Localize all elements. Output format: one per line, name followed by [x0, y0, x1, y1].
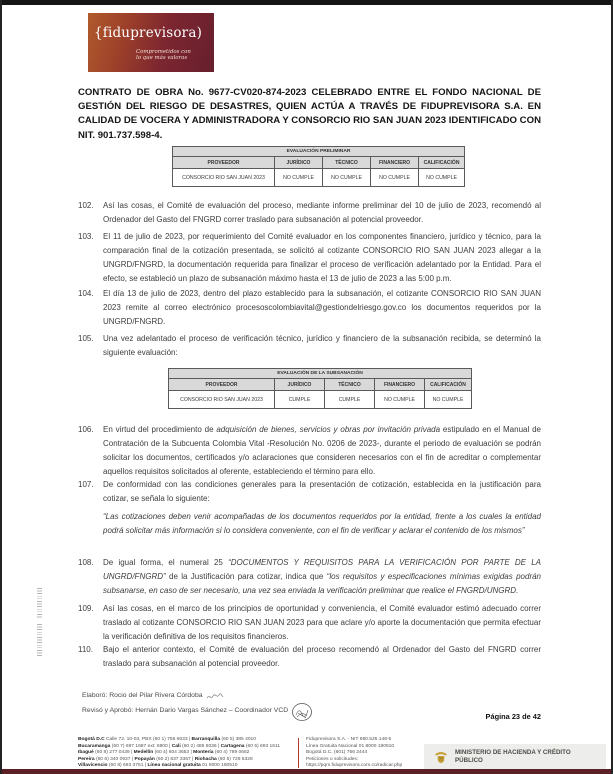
logo-tagline [136, 49, 191, 62]
ministry-label: MINISTERIO DE HACIENDA Y CRÉDITO PÚBLICO [455, 749, 571, 764]
paragraph-110 [78, 643, 541, 671]
text-segment: Medellín [133, 750, 154, 756]
paragraph-number: 105. [78, 334, 94, 343]
text-segment: Villavicencio [78, 763, 108, 769]
elaboro-text: Elaboró: Rocio del Pilar Rivera Córdoba [82, 692, 203, 699]
paragraph-number: 104. [78, 289, 94, 298]
text-segment: Cartagena [220, 743, 245, 749]
cell-financiero: NO CUMPLE [371, 169, 419, 187]
column-header: FINANCIERO [371, 157, 419, 169]
text-segment: (60 4) 604 3653 | [153, 750, 194, 756]
text-segment: “los requisitos y especificaciones mínimas exigidas podrán subsanarse, en caso de ser necesario, una vez sea enviada la verificación preliminar que realice el FNGRD/UNGRD. [103, 572, 542, 595]
text-segment: Barranquilla [191, 737, 221, 742]
text-segment: (60 2) 485 5036 | [180, 743, 221, 749]
page-frame-left [0, 0, 2, 774]
text-segment: estipulado en el Manual de Contratación de la Subcuenta Colombia Vital -Resolución No. 0206 de 2023-, durante el periodo de evaluación se podrán solicitar los documentos, certificados y/o aclaraciones que consideren necesarios con el fin de acreditar o complementar aquellos requisitos solicitados al oferente, estableciendo el término para ello. [103, 425, 541, 476]
fiduprevisora-logo [88, 13, 214, 72]
paragraph-text [103, 423, 541, 479]
cell-proveedor: CONSORCIO RIO SAN JUAN 2023 [169, 391, 275, 409]
paragraph-text [103, 602, 541, 644]
text-segment: Así las cosas, en el marco de los principios de oportunidad y conveniencia, el Comité evaluador estimó adecuado correr traslado al cotizante CONSORCIO RIO SAN JUAN 2023 para que aclare y/o aporte la documentación que permita efectuar la verificación definitiva de los requisitos financieros. [103, 604, 541, 641]
paragraph-109 [78, 602, 541, 644]
text-segment: (60 5) 385 4010 [220, 737, 256, 742]
signature-block [82, 691, 313, 722]
paragraph-103 [78, 230, 541, 286]
signature-scribble-icon [206, 692, 224, 701]
paragraph-number: 110. [78, 645, 93, 654]
paragraph-text [103, 556, 541, 598]
footer-office-line [78, 750, 294, 757]
text-segment: de la Justificación para cotizar, indica que [165, 572, 327, 581]
text-segment: (60 5) 693 1611 [244, 743, 281, 749]
footer-peticiones: Peticiones o solicitudes: [306, 756, 359, 762]
reviso-line [82, 702, 313, 722]
reviso-text: Revisó y Aprobó: Hernán Dario Vargas Sánchez – Coordinador VCD [82, 707, 289, 715]
paragraph-text [103, 478, 541, 506]
ministry-logo-box [424, 744, 606, 769]
column-header: TÉCNICO [323, 157, 371, 169]
contract-title: CONTRATO DE OBRA No. 9677-CV020-874-2023 CELEBRADO ENTRE EL FONDO NACIONAL DE GESTIÓN DEL RIESGO DE DESASTRES, QUIEN ACTÚA A TRAVÉS DE FIDUPREVISORA S.A. EN CALIDAD DE VOCERA Y ADMINISTRADORA Y CONSORCIO RIO SAN JUAN 2023 IDENTIFICADO CON NIT. 901.737.598-4. [78, 87, 541, 141]
paragraph-108 [78, 556, 541, 598]
text-segment: “Las cotizaciones deben venir acompañadas de los documentos requeridos por la entidad, frente a los cuales la entidad podrá solicitar más información si lo considera conveniente, con el fin de verificar y aclarar el contenido de los mismos” [103, 512, 541, 535]
text-segment: Montería [193, 750, 214, 756]
cell-juridico: NO CUMPLE [275, 169, 323, 187]
cell-proveedor: CONSORCIO RIO SAN JUAN 2023 [173, 169, 275, 187]
text-segment: En virtud del procedimiento de [103, 425, 217, 434]
column-header: PROVEEDOR [173, 157, 275, 169]
text-segment: Cali [171, 743, 181, 749]
cell-tecnico: NO CUMPLE [323, 169, 371, 187]
text-segment: Pereira [78, 756, 95, 762]
text-segment: (60 8) 683 3751 | [107, 763, 148, 769]
text-segment: (60 8) 277 0439 | [93, 750, 134, 756]
text-segment: (60 2) 837 3367 | [154, 756, 195, 762]
text-segment: 01 8000 180510 [200, 763, 238, 769]
logo-tagline-line2: lo que más valoras [136, 55, 188, 62]
colombia-coat-of-arms-icon [433, 749, 449, 765]
text-segment: Calle 72. 10-03, PBX (60 1) 756 6633 | [104, 737, 192, 742]
text-segment: El 11 de julio de 2023, por requerimiento del Comité evaluador en los componentes financiero, jurídico y técnico, para la comparación final de la cotización presentada, se solicitó al cotizante CONSORCIO RIO SAN JUAN 2023 allegar a la UNGRD/FNGRD, la documentación requerida para finalizar el proceso de verificación adelantado por la Entidad. Para el efecto, se estableció un plazo de subsanación máximo hasta el 13 de julio de 2023 a las 5:00 p.m. [103, 232, 541, 283]
text-segment: Bogotá D.C [78, 737, 105, 742]
text-segment: Riohacha [194, 756, 217, 762]
table-row [173, 169, 465, 187]
table-title: EVALUACIÓN PRELIMINAR [173, 147, 465, 157]
cell-juridico: CUMPLE [275, 391, 325, 409]
text-segment: (60 4) 789 0662 [213, 750, 250, 756]
cell-calificacion: NO CUMPLE [419, 169, 465, 187]
table-evaluacion-preliminar [172, 146, 465, 187]
column-header: PROVEEDOR [169, 379, 275, 391]
text-segment: De igual forma, el numeral 25 [103, 558, 229, 567]
paragraph-107 [78, 478, 541, 506]
table-evaluacion-subsanacion [168, 368, 472, 409]
margin-stamp [37, 624, 42, 656]
column-header: JURÍDICO [275, 157, 323, 169]
logo-brand-text: {fiduprevisora) [93, 25, 203, 41]
text-segment: Ibagué [78, 750, 94, 756]
text-segment: adquisición de bienes, servicios y obras por invitación privada [216, 425, 441, 434]
footer-office-line [78, 737, 294, 744]
footer-pqrs-url: https://pqrs.fiduprevisora.com.co/radicar.php [306, 763, 403, 769]
footer-offices [78, 737, 294, 770]
paragraph-number: 103. [78, 232, 94, 241]
paragraph-text [103, 287, 541, 329]
paragraph-number: 102. [78, 201, 94, 210]
paragraph-104 [78, 287, 541, 329]
paragraph-number: 108. [78, 558, 94, 567]
table-title: EVALUACIÓN DE LA SUBSANACIÓN [169, 369, 472, 379]
cell-calificacion: NO CUMPLE [425, 391, 472, 409]
paragraph-number: 107. [78, 480, 94, 489]
quote-text [103, 510, 541, 538]
elaboro-line [82, 691, 313, 702]
paragraph-106 [78, 423, 541, 479]
text-segment: Así las cosas, el Comité de evaluación del proceso, mediante informe preliminar del 10 de julio de 2023, recomendó al Ordenador del Gasto del FNGRD correr traslado para subsanación al potencial proveedor. [103, 201, 541, 224]
footer-bogota-phone: Bogotá D.C. (601) 756 2444 [306, 750, 368, 756]
stamp-scribble-icon [291, 702, 313, 722]
cell-tecnico: CUMPLE [325, 391, 375, 409]
footer-linea-gratuita: Línea Gratuita Nacional 01 8000 180510 [306, 743, 395, 749]
paragraph-text [103, 332, 541, 360]
paragraph-number: 109. [78, 604, 94, 613]
text-segment: De conformidad con las condiciones generales para la presentación de cotización, establecida en la justificación para cotizar, se señala lo siguiente: [103, 480, 541, 503]
text-segment: (60 7) 697 1687 ext: 6900 | [110, 743, 172, 749]
page-number-label: Página 23 de 42 [485, 712, 541, 721]
paragraph-quote [78, 510, 541, 538]
paragraph-102 [78, 199, 541, 227]
table-row [169, 391, 472, 409]
paragraph-105 [78, 332, 541, 360]
footer-company-info [306, 737, 422, 770]
column-header: CALIFICACIÓN [425, 379, 472, 391]
column-header: TÉCNICO [325, 379, 375, 391]
text-segment: (60 5) 729 5328 [216, 756, 253, 762]
column-header: FINANCIERO [375, 379, 425, 391]
column-header: CALIFICACIÓN [419, 157, 465, 169]
text-segment: Bucaramanga [78, 743, 111, 749]
column-header: JURÍDICO [275, 379, 325, 391]
text-segment: Línea nacional gratuita [147, 763, 201, 769]
cell-financiero: NO CUMPLE [375, 391, 425, 409]
text-segment: (60 6) 340 0937 | [94, 756, 135, 762]
text-segment: “DOCUMENTOS Y REQUISITOS PARA LA VERIFICACIÓN POR PARTE DE LA UNGRD/FNGRD” [103, 558, 541, 581]
page-frame-top [0, 0, 613, 5]
margin-stamp [37, 588, 42, 618]
paragraph-text [103, 643, 541, 671]
logo-tagline-line1: Comprometidos con [136, 49, 191, 55]
footer-divider [298, 738, 299, 768]
text-segment: El día 13 de julio de 2023, dentro del plazo establecido para la subsanación, el cotizante CONSORCIO RIO SAN JUAN 2023 remite al correo electrónico procesoscolombiavital@gestiondelriesgo.gov.co los documentos requeridos por la UNGRD/FNGRD. [103, 289, 541, 326]
text-segment: Popayán [134, 756, 155, 762]
bottom-maroon-bar [2, 769, 611, 774]
paragraph-text [103, 230, 541, 286]
paragraph-text [103, 199, 541, 227]
text-segment: Bajo el anterior contexto, el Comité de evaluación del proceso recomendó al Ordenador del Gasto del FNGRD correr traslado para subsanación al potencial proveedor. [103, 645, 541, 668]
footer-nit: Fiduprevisora S.A. - NIT 680.525.148-5 [306, 737, 392, 742]
text-segment: Una vez adelantado el proceso de verificación técnico, jurídico y financiero de la subsanación recibida, se determinó la siguiente evaluación: [103, 334, 541, 357]
paragraph-number: 106. [78, 425, 94, 434]
